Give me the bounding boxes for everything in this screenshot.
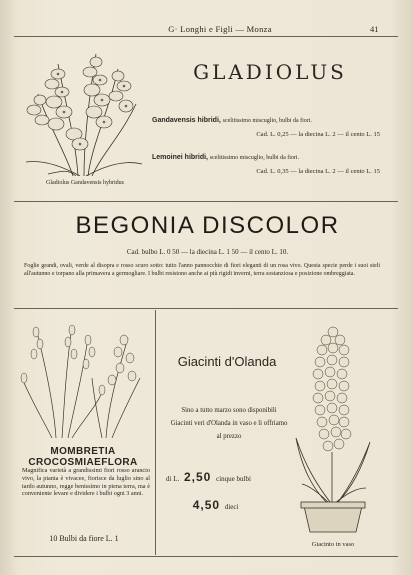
hyacinth-illustration bbox=[292, 318, 374, 536]
begonia-description: Foglie grandi, ovali, verde al disopra e rosso scuro sotto: tutto l'anno pannocchie di fiori eleganti di un rosa vivo. Questa specie perde i suoi steli all'autunno e torpano alla primavera a germogliare. I bulbi resistono anche ai più rigidi inverni, terra sostanziosa e posizione ombreggiata. bbox=[24, 263, 380, 277]
price-value: 4,50 bbox=[192, 498, 221, 512]
variety-price: Cad. L. 0,35 — la diecina L. 2 — il cento L. 15 bbox=[256, 168, 380, 175]
price-value: 2,50 bbox=[183, 470, 212, 484]
section-rule bbox=[14, 201, 398, 202]
hyacinth-caption: Giacinto in vaso bbox=[311, 541, 355, 548]
begonia-title: BEGONIA DISCOLOR bbox=[75, 212, 340, 239]
column-divider bbox=[155, 310, 156, 555]
giacinti-description: Sino a tutto marzo sono disponibili Giacinti veri d'Olanda in vaso e li offriamo al prezzo bbox=[170, 407, 288, 440]
page-number: 41 bbox=[370, 24, 379, 34]
montbretia-illustration bbox=[16, 318, 146, 438]
giacinti-price-five bbox=[166, 470, 296, 484]
price-prefix: di L. bbox=[166, 475, 180, 483]
montbretia-description: Magnifica varietà a grandissimi fiori rosso arancio vivo, la pianta è vivacee, fiorisce da luglio sino al tardo autunno, regge benissimo in piena terra, ma è conveniente levare e dividere i bulbi ogni 3 anni. bbox=[22, 467, 150, 498]
variety-desc: scelitissimo miscuglio, bulbi da fiori. bbox=[222, 118, 312, 124]
footer-rule bbox=[14, 556, 398, 557]
gladiolus-caption: Gladiolus Gandavensis hybridus bbox=[46, 180, 124, 186]
gladiolus-illustration bbox=[18, 44, 148, 176]
variety-name: Lemoinei hibridi, bbox=[152, 154, 209, 161]
montbretia-title: MOMBRETIA CROCOSMIAEFLORA bbox=[28, 446, 138, 468]
gladiolus-title: GLADIOLUS bbox=[193, 60, 347, 84]
variety-gandavensis bbox=[152, 116, 312, 124]
variety-name: Gandavensis hibridi, bbox=[152, 117, 221, 124]
variety-desc: scelitissimo miscuglio, bulbi da fiori. bbox=[209, 155, 300, 161]
begonia-price: Cad. bulbo L. 0 50 — la diecina L. 1 50 — il cento L. 10. bbox=[126, 248, 289, 256]
variety-price: Cad. L. 0,25 — la diecina L. 2 — il cento L. 15 bbox=[256, 131, 380, 138]
price-suffix: dieci bbox=[224, 503, 239, 511]
header-rule bbox=[14, 36, 398, 37]
giacinti-title: Giacinti d'Olanda bbox=[177, 354, 277, 369]
price-suffix: cinque bulbi bbox=[216, 475, 251, 483]
variety-lemoinei bbox=[152, 153, 299, 161]
giacinti-price-ten bbox=[166, 498, 296, 512]
page-header: G· Longhi e Figli — Monza bbox=[168, 24, 272, 34]
section-rule bbox=[14, 308, 398, 309]
montbretia-price: 10 Bulbi da fiore L. 1 bbox=[49, 534, 119, 543]
